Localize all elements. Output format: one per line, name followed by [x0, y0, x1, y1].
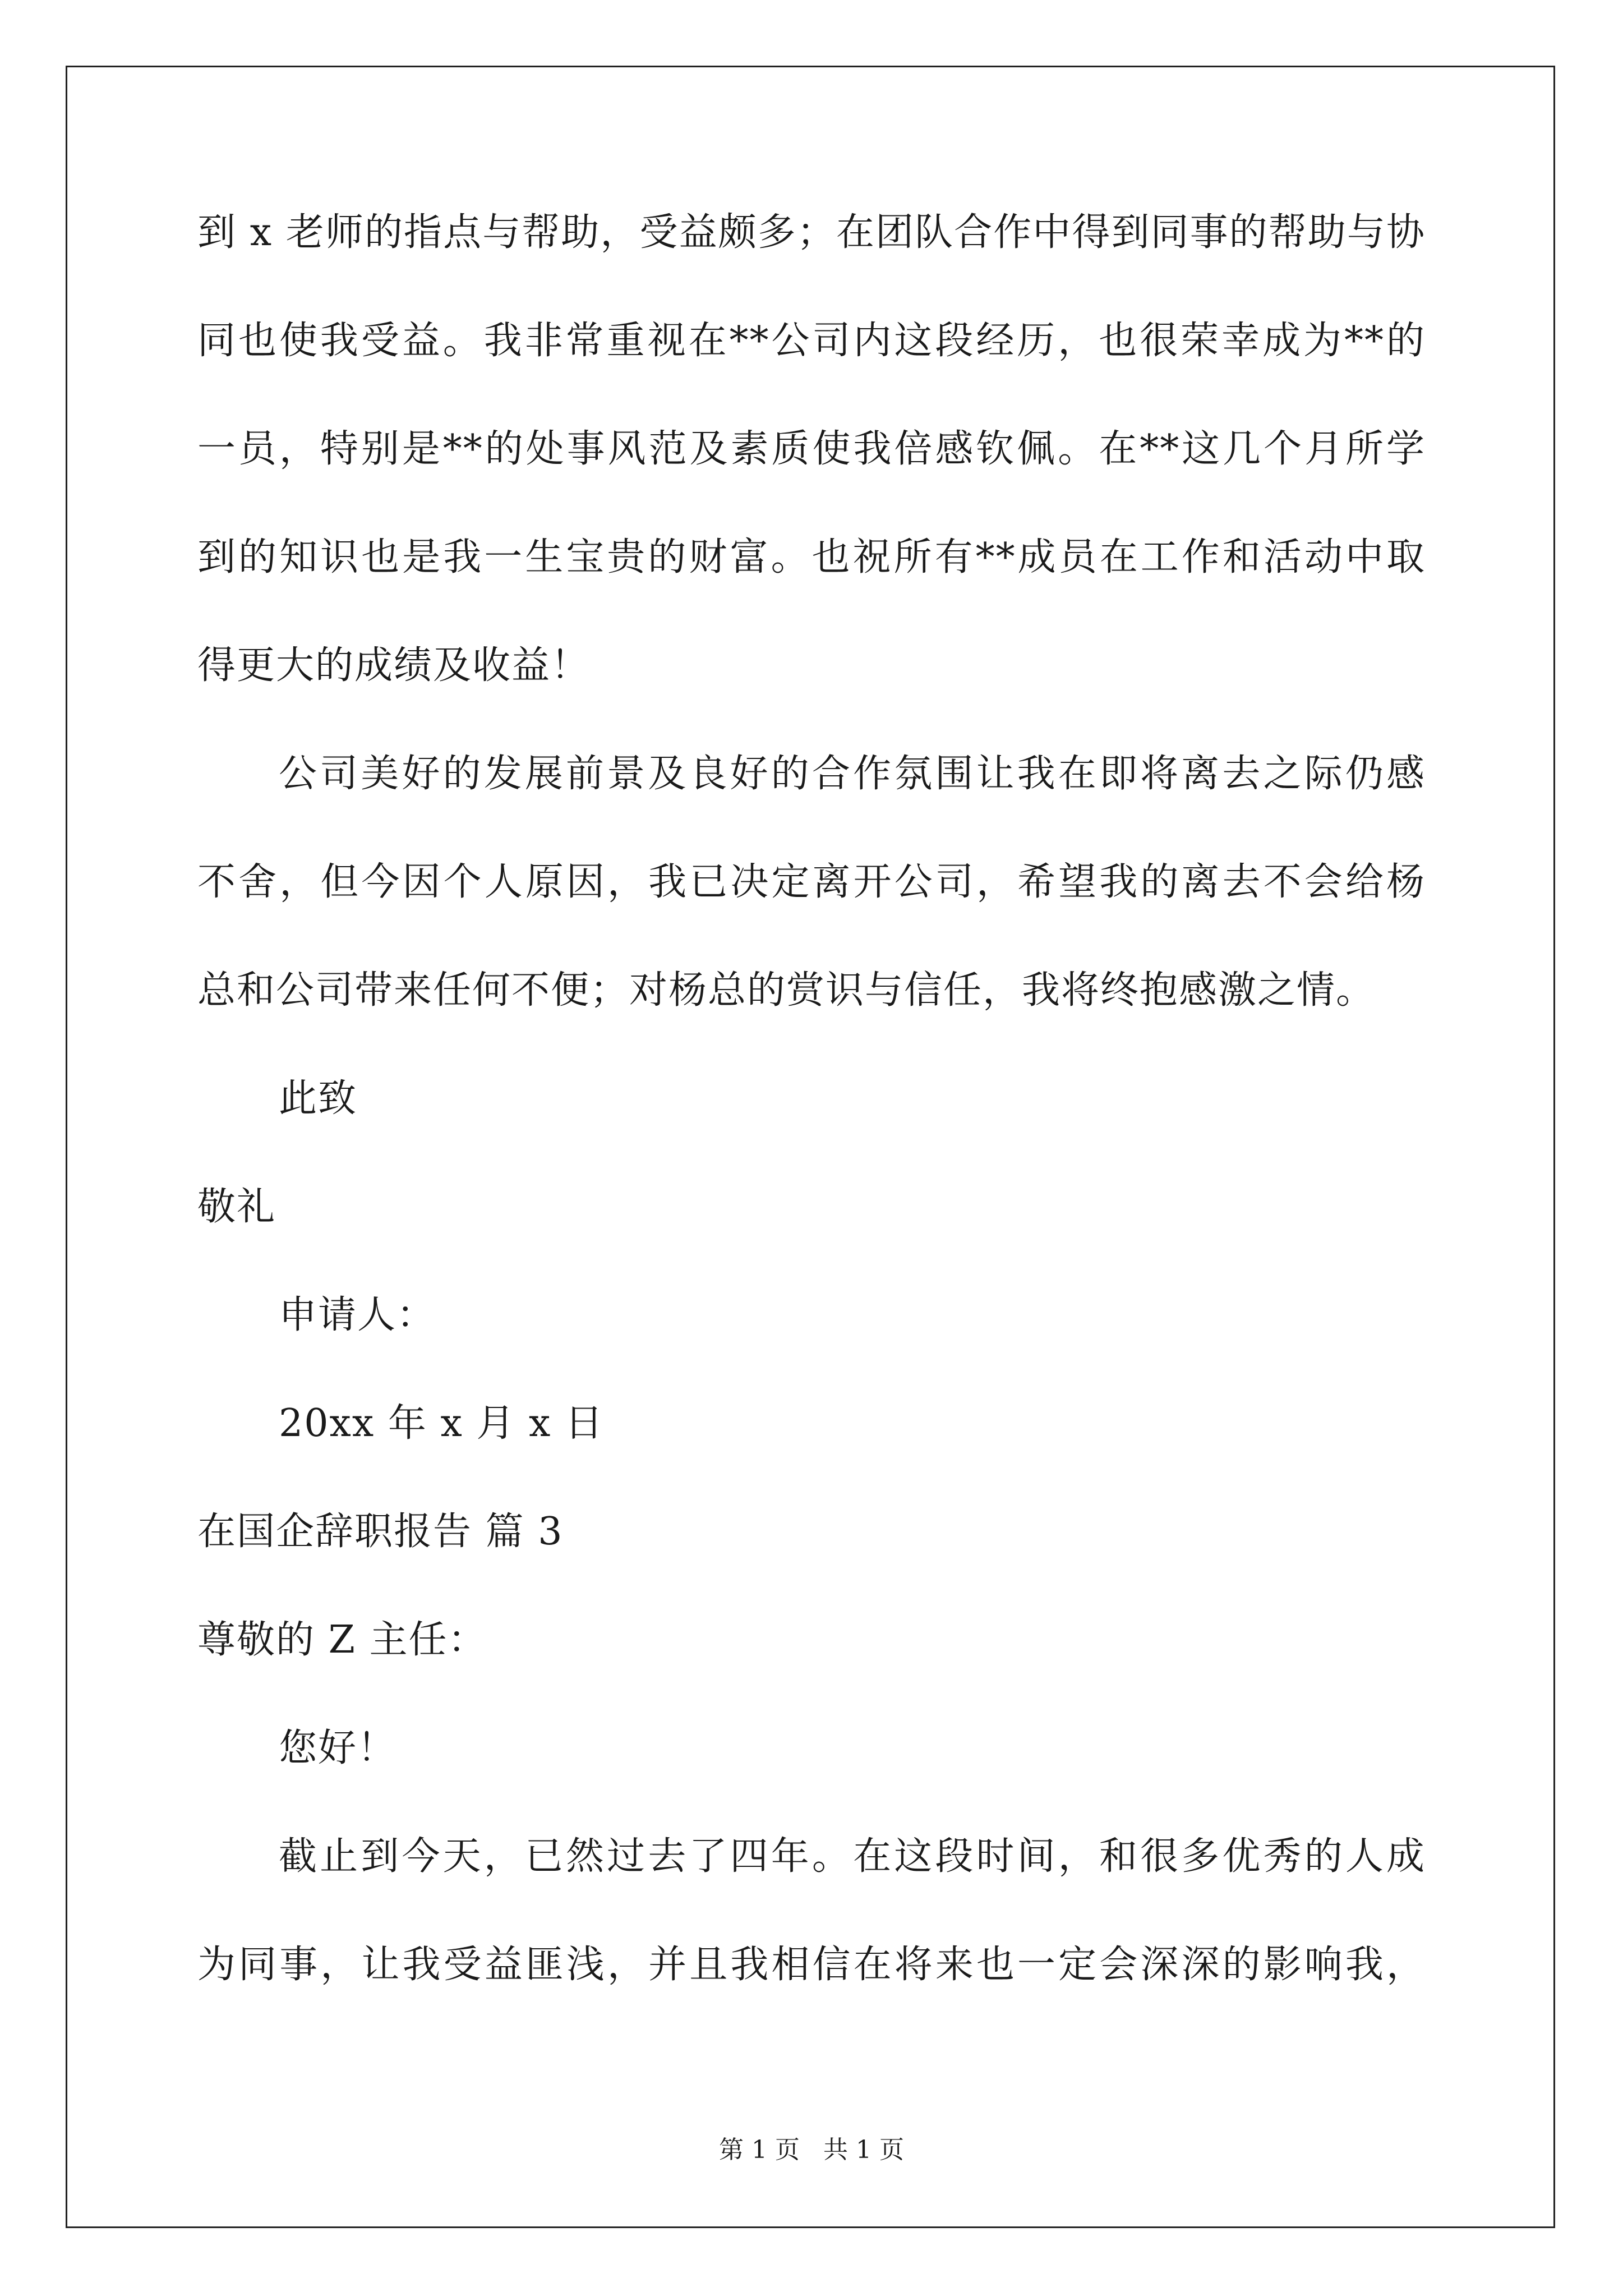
section-title: 在国企辞职报告 篇 3 [197, 1510, 564, 1554]
closing-salutation: 此致 [279, 1076, 358, 1121]
body-line: 总和公司带来任何不便；对杨总的赏识与信任，我将终抱感激之情。 [197, 968, 1376, 1013]
page-number-footer: 第 1 页 共 1 页 [719, 2136, 904, 2164]
date-line: 20xx 年 x 月 x 日 [279, 1401, 605, 1446]
body-line: 得更大的成绩及收益！ [197, 643, 591, 688]
closing-regards: 敬礼 [197, 1185, 276, 1229]
body-line: 不舍，但今因个人原因，我已决定离开公司，希望我的离去不会给杨 [197, 860, 1426, 904]
recipient-greeting: 尊敬的 Z 主任： [197, 1618, 487, 1662]
paragraph-first-line: 公司美好的发展前景及良好的合作氛围让我在即将离去之际仍感 [279, 752, 1426, 796]
body-line: 一员，特别是**的处事风范及素质使我倍感钦佩。在**这几个月所学 [197, 427, 1426, 471]
body-line: 同也使我受益。我非常重视在**公司内这段经历，也很荣幸成为**的 [197, 319, 1426, 363]
applicant-label: 申请人： [279, 1293, 436, 1337]
body-line: 到的知识也是我一生宝贵的财富。也祝所有**成员在工作和活动中取 [197, 535, 1426, 579]
page-border [66, 66, 1555, 2228]
greeting-line: 您好！ [279, 1726, 397, 1770]
paragraph-first-line: 截止到今天，已然过去了四年。在这段时间，和很多优秀的人成 [279, 1834, 1426, 1879]
body-line: 为同事，让我受益匪浅，并且我相信在将来也一定会深深的影响我， [197, 1943, 1426, 1987]
body-line: 到 x 老师的指点与帮助，受益颇多；在团队合作中得到同事的帮助与协 [197, 210, 1426, 255]
